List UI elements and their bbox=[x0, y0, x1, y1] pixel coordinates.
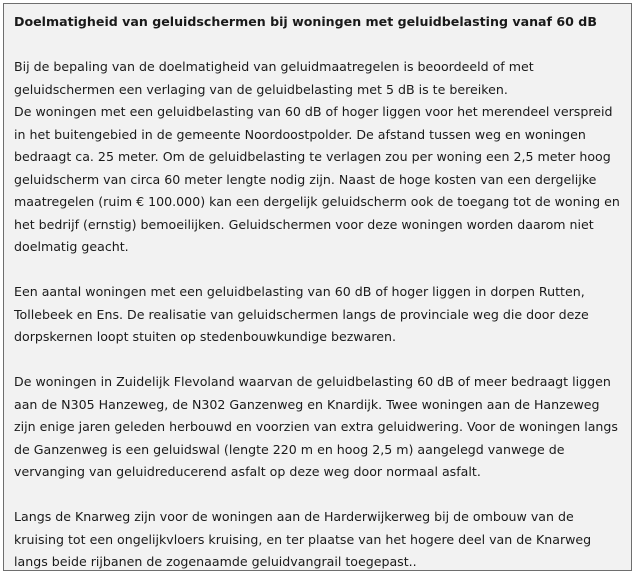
text-panel bbox=[3, 3, 632, 571]
paragraph-knarweg: Langs de Knarweg zijn voor de woningen aan de Harderwijkerweg bij de ombouw van de kruising tot een ongelijkvloers kruising, en ter plaatse van het hogere deel van de Knarweg langs beide rijbanen de zogenaamde geluidvangrail toegepast.. bbox=[14, 509, 592, 569]
paragraph-noordoostpolder: De woningen met een geluidbelasting van 60 dB of hoger liggen voor het merendeel verspreid in het buitengebied in de gemeente Noordoostpolder. De afstand tussen weg en woningen bedraagt ca. 25 meter. Om de geluidbelasting te verlagen zou per woning een 2,5 meter hoog geluidscherm van circa 60 meter lengte nodig zijn. Naast de hoge kosten van een dergelijke maatregelen (ruim € 100.000) kan een dergelijk geluidscherm ook de toegang tot de woning en het bedrijf (ernstig) bemoeilijken. Geluidschermen voor deze woningen worden daarom niet doelmatig geacht. bbox=[14, 104, 620, 254]
spacer bbox=[14, 484, 621, 507]
spacer bbox=[14, 34, 621, 57]
paragraph-zuidelijk-flevoland: De woningen in Zuidelijk Flevoland waarvan de geluidbelasting 60 dB of meer bedraagt liggen aan de N305 Hanzeweg, de N302 Ganzenweg en Knardijk. Twee woningen aan de Hanzeweg zijn enige jaren geleden herbouwd en voorzien van extra geluidwering. Voor de woningen langs de Ganzenweg is een geluidswal (lengte 220 m en hoog 2,5 m) aangelegd vanwege de vervanging van geluidreducerend asfalt op deze weg door normaal asfalt. bbox=[14, 374, 618, 479]
paragraph-intro: Bij de bepaling van de doelmatigheid van geluidmaatregelen is beoordeeld of met geluidschermen een verlaging van de geluidbelasting met 5 dB is te bereiken. bbox=[14, 59, 534, 97]
spacer bbox=[14, 259, 621, 282]
spacer bbox=[14, 349, 621, 372]
panel-title: Doelmatigheid van geluidschermen bij woningen met geluidbelasting vanaf 60 dB bbox=[14, 14, 597, 29]
paragraph-dorpen: Een aantal woningen met een geluidbelasting van 60 dB of hoger liggen in dorpen Rutten, Tollebeek en Ens. De realisatie van geluidschermen langs de provinciale weg die door deze dorpskernen loopt stuiten op stedenbouwkundige bezwaren. bbox=[14, 284, 589, 344]
